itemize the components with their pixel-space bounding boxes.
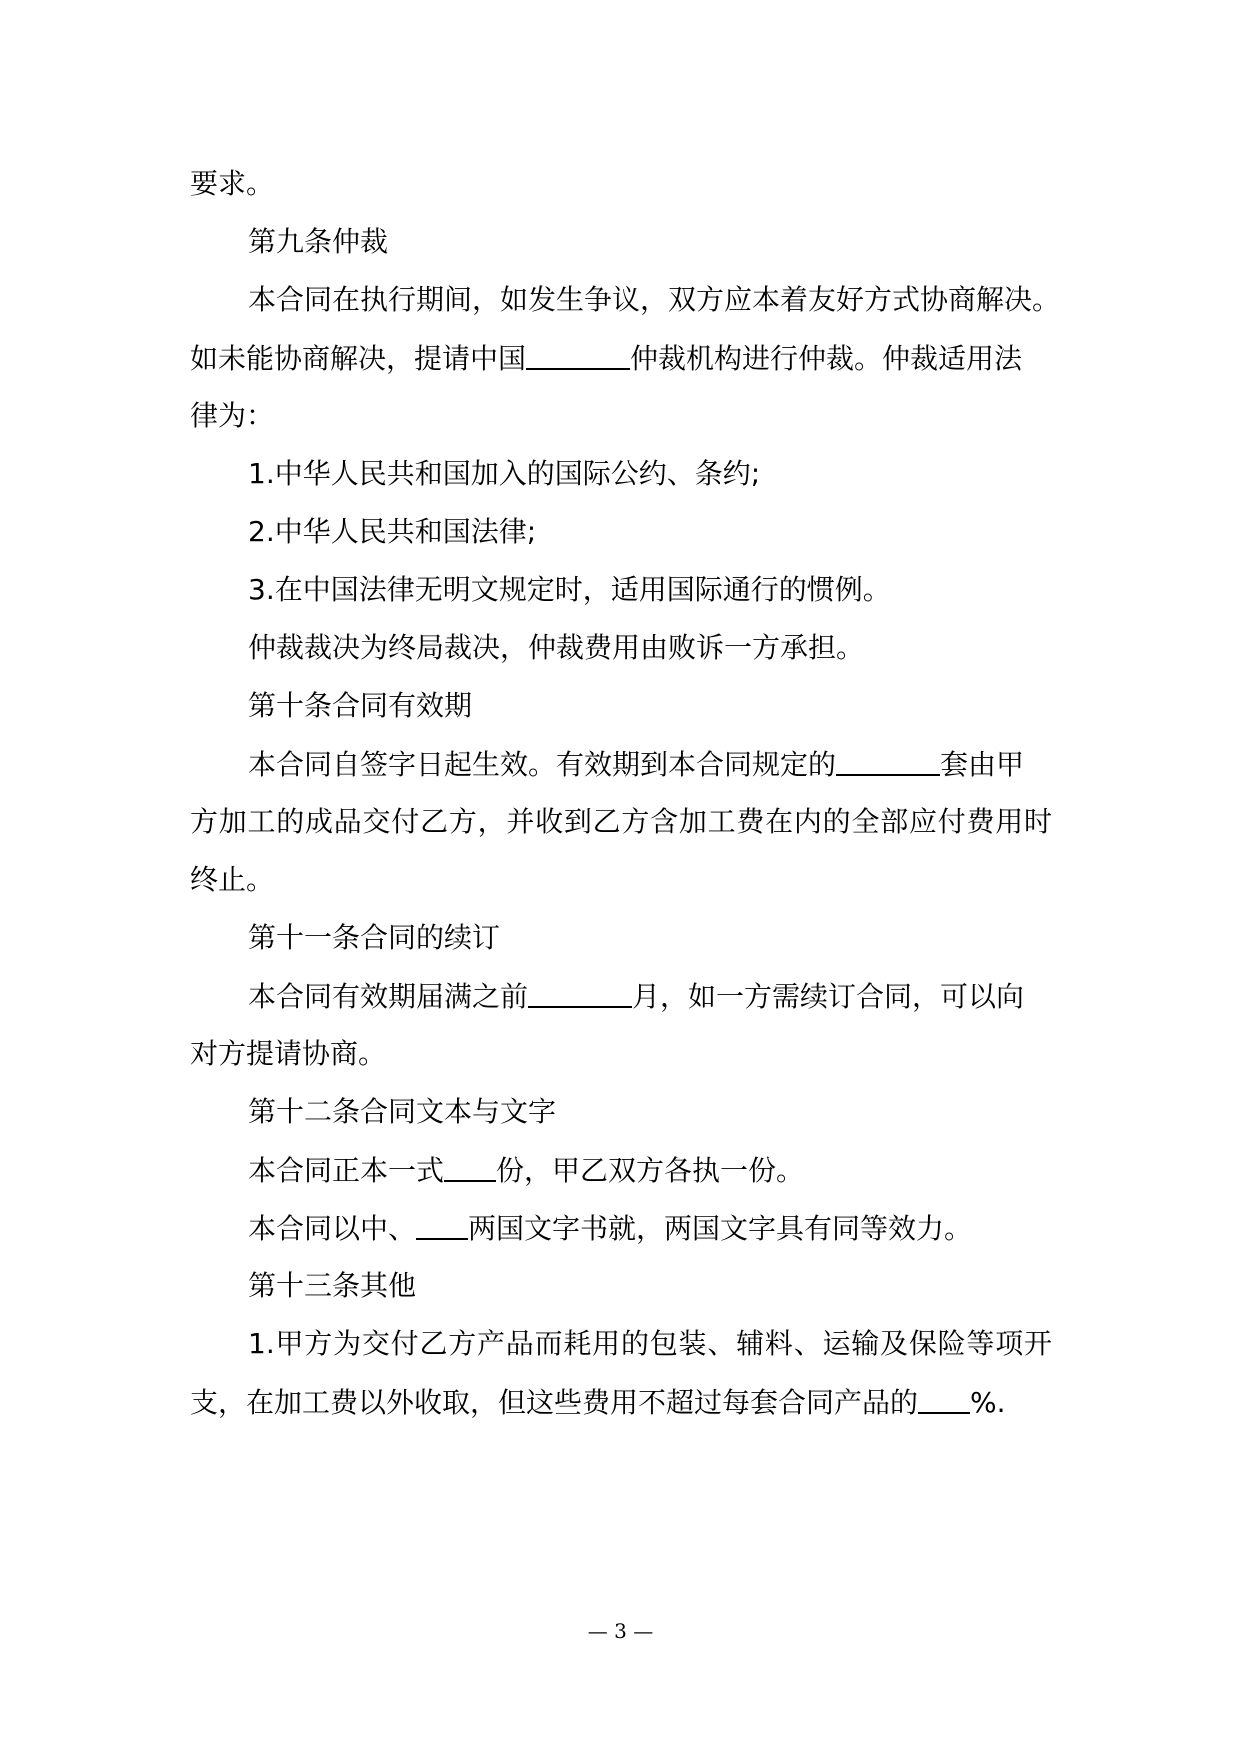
- text: 1.中华人民共和国加入的国际公约、条约;: [248, 457, 761, 490]
- text: 支，在加工费以外收取，但这些费用不超过每套合同产品的: [190, 1386, 919, 1419]
- section-heading-10: [248, 686, 1052, 726]
- text: 份，甲乙双方各执一份。: [496, 1154, 805, 1187]
- text: 第十二条合同文本与文字: [248, 1095, 557, 1128]
- section-heading-13: [248, 1266, 1052, 1306]
- text: 本合同以中、: [248, 1212, 417, 1245]
- text: 方加工的成品交付乙方，并收到乙方含加工费在内的全部应付费用时: [190, 805, 1052, 838]
- paragraph-line: [190, 338, 1052, 378]
- paragraph-line: [190, 164, 1052, 204]
- text: 2.中华人民共和国法律;: [248, 515, 537, 548]
- text: 月，如一方需续订合同，可以向: [632, 980, 1025, 1013]
- paragraph-line: [190, 1382, 1052, 1422]
- text: 本合同自签字日起生效。有效期到本合同规定的: [248, 748, 837, 781]
- paragraph-line: [190, 1034, 1052, 1074]
- text: 3.在中国法律无明文规定时，适用国际通行的惯例。: [248, 573, 891, 606]
- text: 第九条仲裁: [248, 225, 389, 258]
- list-item: [248, 512, 1052, 552]
- text: 要求。: [190, 167, 275, 200]
- text: 仲裁裁决为终局裁决，仲裁费用由败诉一方承担。: [248, 631, 865, 664]
- paragraph-line: [248, 744, 1052, 784]
- paragraph-line: [248, 1150, 1052, 1190]
- text: 两国文字书就，两国文字具有同等效力。: [468, 1212, 973, 1245]
- paragraph-line: [248, 628, 1052, 668]
- fill-in-blank: [836, 744, 940, 776]
- paragraph-line: [190, 802, 1052, 842]
- text: 第十一条合同的续订: [248, 921, 501, 954]
- fill-in-blank: [526, 338, 630, 370]
- paragraph-line: [190, 396, 1052, 436]
- fill-in-blank: [528, 976, 632, 1008]
- section-heading-9: [248, 222, 1052, 262]
- text: 第十条合同有效期: [248, 689, 473, 722]
- text: 本合同有效期届满之前: [248, 980, 529, 1013]
- text: 本合同在执行期间，如发生争议，双方应本着友好方式协商解决。: [248, 283, 1061, 316]
- text: 本合同正本一式: [248, 1154, 445, 1187]
- page-number: — 3 —: [587, 1619, 654, 1643]
- fill-in-blank: [416, 1208, 468, 1240]
- fill-in-blank: [918, 1382, 970, 1414]
- text: 1.甲方为交付乙方产品而耗用的包装、辅料、运输及保险等项开: [248, 1327, 1052, 1360]
- paragraph-line: [248, 1208, 1052, 1248]
- section-heading-12: [248, 1092, 1052, 1132]
- text: 对方提请协商。: [190, 1037, 387, 1070]
- list-item: [248, 1324, 1052, 1364]
- text: 律为：: [190, 399, 275, 432]
- text: 仲裁机构进行仲裁。仲裁适用法: [630, 342, 1023, 375]
- text: 套由甲: [940, 748, 1025, 781]
- section-heading-11: [248, 918, 1052, 958]
- text: %.: [970, 1386, 1006, 1419]
- list-item: [248, 454, 1052, 494]
- text: 如未能协商解决，提请中国: [190, 342, 527, 375]
- paragraph-line: [190, 860, 1052, 900]
- paragraph-line: [248, 280, 1061, 320]
- text: 第十三条其他: [248, 1269, 417, 1302]
- list-item: [248, 570, 1052, 610]
- text: 终止。: [190, 863, 275, 896]
- paragraph-line: [248, 976, 1052, 1016]
- fill-in-blank: [444, 1150, 496, 1182]
